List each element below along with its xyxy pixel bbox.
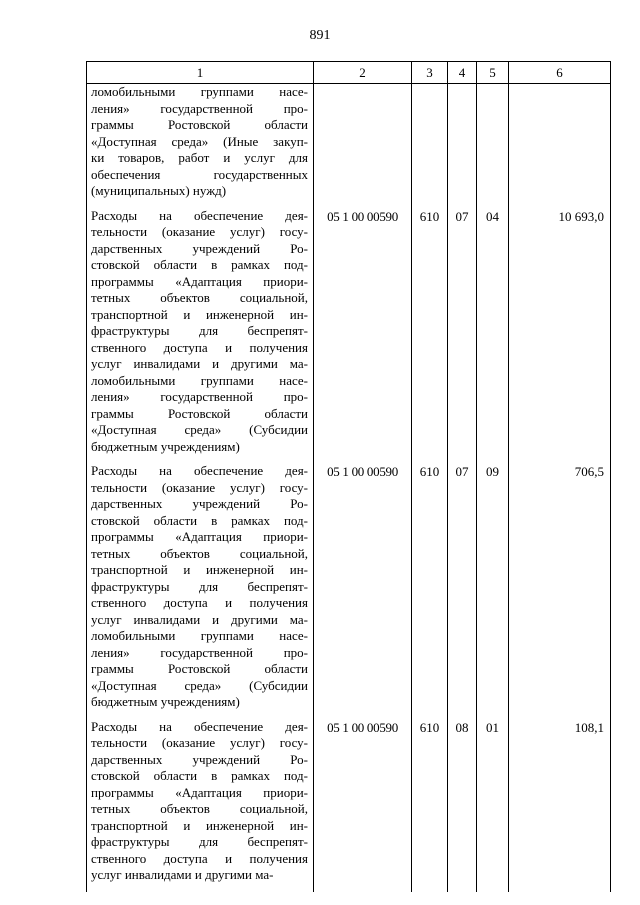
table-row [87,84,611,208]
subsection-code: 04 [477,208,509,464]
row-description [87,84,314,208]
amount-value: 10 693,0 [509,208,611,464]
description-line: ления» государственной про- [91,100,308,116]
column-header: 3 [412,62,448,84]
section-code: 07 [448,463,477,719]
description-line: граммы Ростовской области [91,117,308,132]
description-line: транспортной и инженерной ин- [91,306,308,322]
description-line: услуг инвалидами и другими ма- [91,867,274,882]
column-header: 2 [314,62,412,84]
description-line: (муниципальных) нужд) [91,183,227,198]
expense-type-code: 610 [412,463,448,719]
column-header: 4 [448,62,477,84]
description-line: дарственных учреждений Ро- [91,496,308,511]
description-line: программы «Адаптация приори- [91,273,308,289]
table-header-row [87,62,611,84]
row-description [87,719,314,892]
description-line: «Доступная среда» (Иные закуп- [91,133,308,149]
description-line: граммы Ростовской области [91,405,308,421]
description-line: фраструктуры для беспрепят- [91,578,308,594]
description-line: бюджетным учреждениям) [91,694,240,709]
page-number: 891 [309,28,331,43]
description-line: ки товаров, работ и услуг для [91,150,308,165]
target-article-code: 05 1 00 00590 [314,208,412,464]
description-line: граммы Ростовской области [91,661,308,676]
description-line: ления» государственной про- [91,389,308,404]
description-line: тельности (оказание услуг) госу- [91,224,308,239]
description-line: транспортной и инженерной ин- [91,817,308,833]
target-article-code [314,84,412,208]
description-line: ления» государственной про- [91,644,308,660]
description-line: ломобильными группами насе- [91,84,308,99]
description-line: ственного доступа и получения [91,850,308,866]
description-line: тельности (оказание услуг) госу- [91,735,308,750]
table-row [87,463,611,719]
description-line: тетных объектов социальной, [91,801,308,816]
expense-type-code: 610 [412,208,448,464]
description-line: транспортной и инженерной ин- [91,562,308,577]
amount-value: 108,1 [509,719,611,892]
description-line: тетных объектов социальной, [91,290,308,305]
description-line: Расходы на обеспечение дея- [91,463,308,478]
section-code: 08 [448,719,477,892]
subsection-code [477,84,509,208]
column-header: 6 [509,62,611,84]
description-line: дарственных учреждений Ро- [91,751,308,767]
description-line: Расходы на обеспечение дея- [91,207,308,223]
column-header: 1 [87,62,314,84]
description-line: ломобильными группами насе- [91,372,308,388]
description-line: Расходы на обеспечение дея- [91,718,308,734]
description-line: дарственных учреждений Ро- [91,240,308,256]
description-line: ственного доступа и получения [91,595,308,610]
expense-type-code [412,84,448,208]
description-line: стовской области в рамках под- [91,257,308,272]
description-line: программы «Адаптация приори- [91,529,308,544]
subsection-code: 01 [477,719,509,892]
description-line: тельности (оказание услуг) госу- [91,479,308,495]
amount-value: 706,5 [509,463,611,719]
description-line: стовской области в рамках под- [91,768,308,783]
description-line: фраструктуры для беспрепят- [91,834,308,849]
row-description [87,208,314,464]
description-line: услуг инвалидами и другими ма- [91,356,308,371]
target-article-code: 05 1 00 00590 [314,463,412,719]
section-code: 07 [448,208,477,464]
description-line: «Доступная среда» (Субсидии [91,422,308,437]
row-description [87,463,314,719]
subsection-code: 09 [477,463,509,719]
description-line: бюджетным учреждениям) [91,438,240,454]
table-row [87,719,611,892]
budget-table [86,61,611,892]
description-line: «Доступная среда» (Субсидии [91,677,308,693]
description-line: обеспечения государственных [91,166,308,182]
description-line: ломобильными группами насе- [91,628,308,643]
amount-value [509,84,611,208]
description-line: ственного доступа и получения [91,339,308,355]
description-line: стовской области в рамках под- [91,512,308,528]
table-row [87,208,611,464]
column-header: 5 [477,62,509,84]
description-line: программы «Адаптация приори- [91,784,308,800]
expense-type-code: 610 [412,719,448,892]
target-article-code: 05 1 00 00590 [314,719,412,892]
section-code [448,84,477,208]
description-line: фраструктуры для беспрепят- [91,323,308,338]
description-line: услуг инвалидами и другими ма- [91,611,308,627]
description-line: тетных объектов социальной, [91,545,308,561]
